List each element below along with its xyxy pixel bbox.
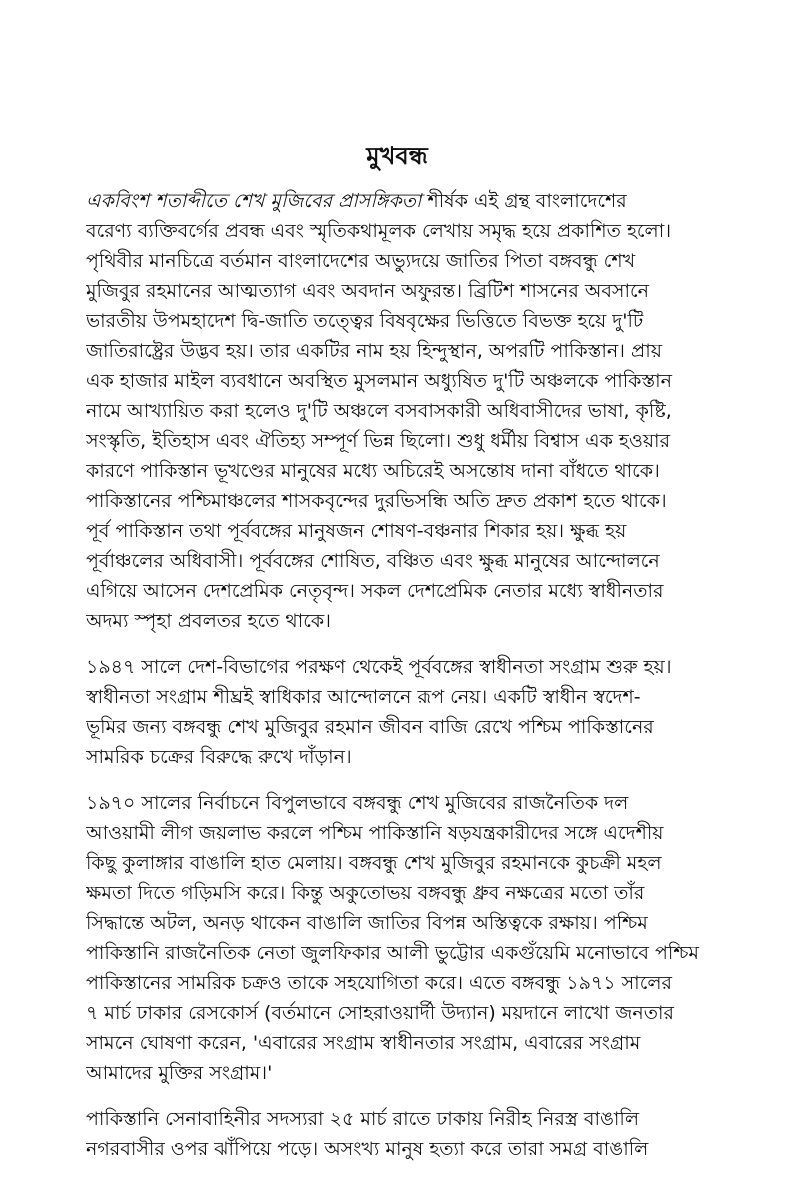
line-text: পূর্ব পাকিস্তান তথা পূর্ববঙ্গের মানুষজন শোষণ-বঞ্চনার শিকার হয়। ক্ষুব্ধ হয় — [86, 520, 627, 542]
line-text: পাকিস্তানি রাজনৈতিক নেতা জুলফিকার আলী ভুট্টোর একগুঁয়েমি মনোভাবে পশ্চিম — [86, 942, 699, 964]
paragraph — [86, 652, 708, 772]
text-line — [86, 818, 708, 848]
text-line — [86, 848, 708, 878]
text-line — [86, 576, 708, 606]
line-text: ক্ষমতা দিতে গড়িমসি করে। কিন্তু অকুতোভয় বঙ্গবন্ধু ধ্রুব নক্ষত্রের মতো তাঁর — [86, 882, 645, 904]
line-text: আমাদের মুক্তির সংগ্রাম।' — [86, 1062, 273, 1084]
line-text: অদম্য স্পৃহা প্রবলতর হতে থাকে। — [86, 610, 331, 632]
line-text: পূর্বাঞ্চলের অধিবাসী। পূর্ববঙ্গের শোষিত, বঞ্চিত এবং ক্ষুব্ধ মানুষের আন্দোলনে — [86, 550, 660, 572]
line-text: ভারতীয় উপমহাদেশ দ্বি-জাতি তত্ত্বের বিষবৃক্ষের ভিত্তিতে বিভক্ত হয়ে দু'টি — [86, 310, 644, 332]
line-text: সিদ্ধান্তে অটল, অনড় থাকেন বাঙালি জাতির বিপন্ন অস্তিত্বকে রক্ষায়। পশ্চিম — [86, 912, 648, 934]
line-text: নামে আখ্যায়িত করা হলেও দু'টি অঞ্চলে বসবাসকারী অধিবাসীদের ভাষা, কৃষ্টি, — [86, 400, 672, 422]
text-line — [86, 712, 708, 742]
body-text — [86, 186, 708, 1164]
line-text: ৭ মার্চ ঢাকার রেসকোর্স (বর্তমানে সোহরাওয়ার্দী উদ্যান) ময়দানে লাখো জনতার — [86, 1002, 674, 1024]
text-line — [86, 186, 708, 216]
line-text: ১৯৭০ সালের নির্বাচনে বিপুলভাবে বঙ্গবন্ধু শেখ মুজিবের রাজনৈতিক দল — [86, 792, 629, 814]
text-line — [86, 1104, 708, 1134]
text-line — [86, 998, 708, 1028]
line-text: পৃথিবীর মানচিত্রে বর্তমান বাংলাদেশের অভ্যুদয়ে জাতির পিতা বঙ্গবন্ধু শেখ — [86, 250, 636, 272]
text-line — [86, 1058, 708, 1088]
line-text: ভূমির জন্য বঙ্গবন্ধু শেখ মুজিবুর রহমান জীবন বাজি রেখে পশ্চিম পাকিস্তানের — [86, 716, 654, 738]
text-line — [86, 682, 708, 712]
text-line — [86, 246, 708, 276]
text-line — [86, 276, 708, 306]
line-text: সামনে ঘোষণা করেন, 'এবারের সংগ্রাম স্বাধীনতার সংগ্রাম, এবারের সংগ্রাম — [86, 1032, 641, 1054]
line-text: সামরিক চক্রের বিরুদ্ধে রুখে দাঁড়ান। — [86, 746, 352, 768]
text-line — [86, 788, 708, 818]
text-line — [86, 306, 708, 336]
line-text: সংস্কৃতি, ইতিহাস এবং ঐতিহ্য সম্পূর্ণ ভিন্ন ছিলো। শুধু ধর্মীয় বিশ্বাস এক হওয়ার — [86, 430, 671, 452]
line-text: মুজিবুর রহমানের আত্মত্যাগ এবং অবদান অফুরন্ত। ব্রিটিশ শাসনের অবসানে — [86, 280, 649, 302]
text-line — [86, 1028, 708, 1058]
line-text: পাকিস্তানি সেনাবাহিনীর সদস্যরা ২৫ মার্চ রাতে ঢাকায় নিরীহ নিরস্ত্র বাঙালি — [86, 1108, 639, 1130]
text-line — [86, 426, 708, 456]
text-line — [86, 516, 708, 546]
page-title: মুখবন্ধ — [366, 142, 428, 170]
text-line — [86, 456, 708, 486]
paragraph — [86, 788, 708, 1088]
text-line — [86, 742, 708, 772]
line-text: এগিয়ে আসেন দেশপ্রেমিক নেতৃবৃন্দ। সকল দেশপ্রেমিক নেতার মধ্যে স্বাধীনতার — [86, 580, 664, 602]
line-text: স্বাধীনতা সংগ্রাম শীঘ্রই স্বাধিকার আন্দোলনে রূপ নেয়। একটি স্বাধীন স্বদেশ- — [86, 686, 641, 708]
text-line — [86, 1134, 708, 1164]
text-line — [86, 652, 708, 682]
text-line — [86, 908, 708, 938]
line-text: জাতিরাষ্ট্রের উদ্ভব হয়। তার একটির নাম হয় হিন্দুস্থান, অপরটি পাকিস্তান। প্রায় — [86, 340, 662, 362]
line-text: শীর্ষক এই গ্রন্থ বাংলাদেশের — [421, 190, 627, 212]
text-line — [86, 396, 708, 426]
text-line — [86, 216, 708, 246]
line-text: কারণে পাকিস্তান ভূখণ্ডের মানুষের মধ্যে অচিরেই অসন্তোষ দানা বাঁধতে থাকে। — [86, 460, 660, 482]
line-text: এক হাজার মাইল ব্যবধানে অবস্থিত মুসলমান অধ্যুষিত দু'টি অঞ্চলকে পাকিস্তান — [86, 370, 672, 392]
text-line — [86, 878, 708, 908]
line-text: পাকিস্তানের পশ্চিমাঞ্চলের শাসকবৃন্দের দুরভিসন্ধি অতি দ্রুত প্রকাশ হতে থাকে। — [86, 490, 667, 512]
text-line — [86, 336, 708, 366]
text-line — [86, 938, 708, 968]
paragraph — [86, 186, 708, 636]
line-text: কিছু কুলাঙ্গার বাঙালি হাত মেলায়। বঙ্গবন্ধু শেখ মুজিবুর রহমানকে কুচক্রী মহল — [86, 852, 662, 874]
text-line — [86, 486, 708, 516]
text-line — [86, 366, 708, 396]
paragraph — [86, 1104, 708, 1164]
text-line — [86, 606, 708, 636]
line-text: পাকিস্তানের সামরিক চক্রও তাকে সহযোগিতা করে। এতে বঙ্গবন্ধু ১৯৭১ সালের — [86, 972, 672, 994]
text-line — [86, 546, 708, 576]
text-line — [86, 968, 708, 998]
line-text: নগরবাসীর ওপর ঝাঁপিয়ে পড়ে। অসংখ্য মানুষ হত্যা করে তারা সমগ্র বাঙালি — [86, 1138, 649, 1160]
line-text: ১৯৪৭ সালে দেশ-বিভাগের পরক্ষণ থেকেই পূর্ববঙ্গের স্বাধীনতা সংগ্রাম শুরু হয়। — [86, 656, 672, 678]
line-text: বরেণ্য ব্যক্তিবর্গের প্রবন্ধ এবং স্মৃতিকথামূলক লেখায় সমৃদ্ধ হয়ে প্রকাশিত হলো। — [86, 220, 672, 242]
book-title-italic: একবিংশ শতাব্দীতে শেখ মুজিবের প্রাসঙ্গিকতা — [86, 190, 422, 212]
line-text: আওয়ামী লীগ জয়লাভ করলে পশ্চিম পাকিস্তানি ষড়যন্ত্রকারীদের সঙ্গে এদেশীয় — [86, 822, 664, 844]
